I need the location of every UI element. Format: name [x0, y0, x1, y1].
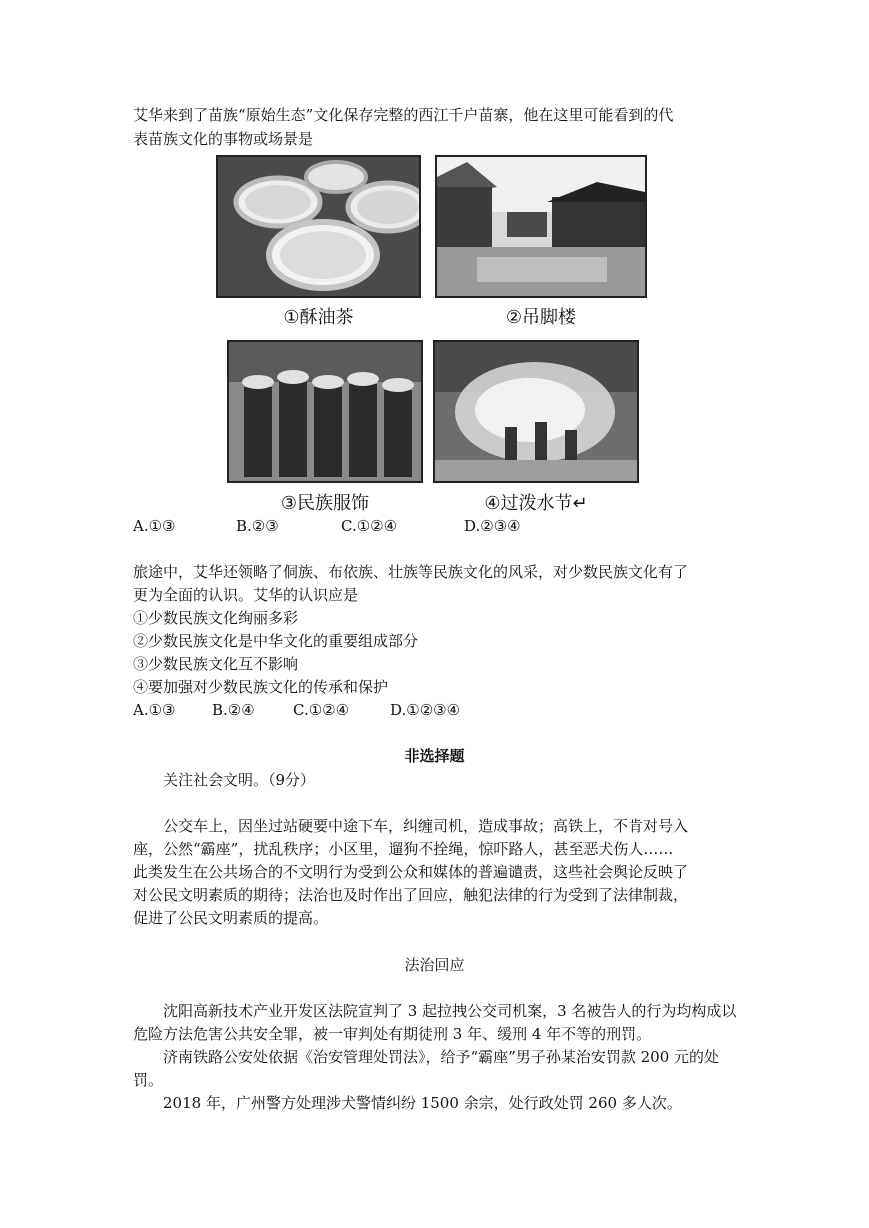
- q1-options: [133, 515, 733, 537]
- butter-tea-photo: [216, 155, 421, 298]
- law-line-2: 危险方法危害公共安全罪，被一审判处有期徒刑 3 年、缓刑 4 年不等的刑罚。: [133, 1025, 652, 1043]
- q2-options: [133, 699, 733, 721]
- ethnic-costume-photo: [227, 340, 423, 483]
- q1-stem-line-1: 艾华来到了苗族“原始生态”文化保存完整的西江千户苗寨，他在这里可能看到的代: [133, 106, 674, 124]
- para-line-3: 此类发生在公共场合的不文明行为受到公众和媒体的普遍谴责，这些社会舆论反映了: [133, 863, 689, 881]
- butter-tea-caption: ①酥油茶: [283, 307, 354, 328]
- q1-option-a: A.①③: [133, 517, 176, 535]
- para-line-1: 公交车上，因坐过站硬要中途下车，纠缠司机，造成事故；高铁上，不肯对号入: [163, 817, 689, 835]
- q2-stem-line-2: 更为全面的认识。艾华的认识应是: [133, 586, 359, 604]
- law-line-4: 罚。: [133, 1071, 164, 1089]
- para-line-4: 对公民文明素质的期待；法治也及时作出了回应，触犯法律的行为受到了法律制裁，: [133, 886, 689, 904]
- section-heading: 非选择题: [404, 747, 465, 765]
- stilt-house-caption: ②吊脚楼: [505, 307, 577, 328]
- law-line-3: 济南铁路公安处依据《治安管理处罚法》，给予“霸座”男子孙某治安罚款 200 元的处: [163, 1048, 720, 1066]
- ethnic-costume-caption: ③民族服饰: [280, 493, 370, 514]
- q2-option-c: C.①②④: [293, 701, 350, 719]
- water-splashing-festival-caption: ④过泼水节↵: [484, 493, 588, 514]
- water-splashing-festival-photo: [433, 340, 639, 483]
- law-line-5: 2018 年，广州警方处理涉犬警情纠纷 1500 余宗，处行政处罚 260 多人次。: [163, 1094, 682, 1112]
- subheading: 法治回应: [404, 956, 465, 974]
- section-intro: 关注社会文明。（9分）: [163, 771, 316, 789]
- q2-item-1: ①少数民族文化绚丽多彩: [133, 609, 299, 627]
- q2-stem-line-1: 旅途中，艾华还领略了侗族、布依族、壮族等民族文化的风采，对少数民族文化有了: [133, 563, 689, 581]
- q1-option-b: B.②③: [236, 517, 279, 535]
- q2-item-2: ②少数民族文化是中华文化的重要组成部分: [133, 632, 419, 650]
- q2-option-b: B.②④: [212, 701, 255, 719]
- q2-option-d: D.①②③④: [390, 701, 461, 719]
- para-line-5: 促进了公民文明素质的提高。: [133, 909, 329, 927]
- q2-option-a: A.①③: [133, 701, 176, 719]
- para-line-2: 座，公然“霸座”，扰乱秩序；小区里，遛狗不拴绳，惊吓路人，甚至恶犬伤人……: [133, 840, 674, 858]
- stilt-house-photo: [435, 155, 647, 298]
- q1-stem-line-2: 表苗族文化的事物或场景是: [133, 130, 314, 148]
- q1-option-d: D.②③④: [464, 517, 521, 535]
- law-line-1: 沈阳高新技术产业开发区法院宣判了 3 起拉拽公交司机案，3 名被告人的行为均构成以: [163, 1002, 737, 1020]
- q2-item-3: ③少数民族文化互不影响: [133, 655, 299, 673]
- q2-item-4: ④要加强对少数民族文化的传承和保护: [133, 678, 389, 696]
- q1-option-c: C.①②④: [341, 517, 398, 535]
